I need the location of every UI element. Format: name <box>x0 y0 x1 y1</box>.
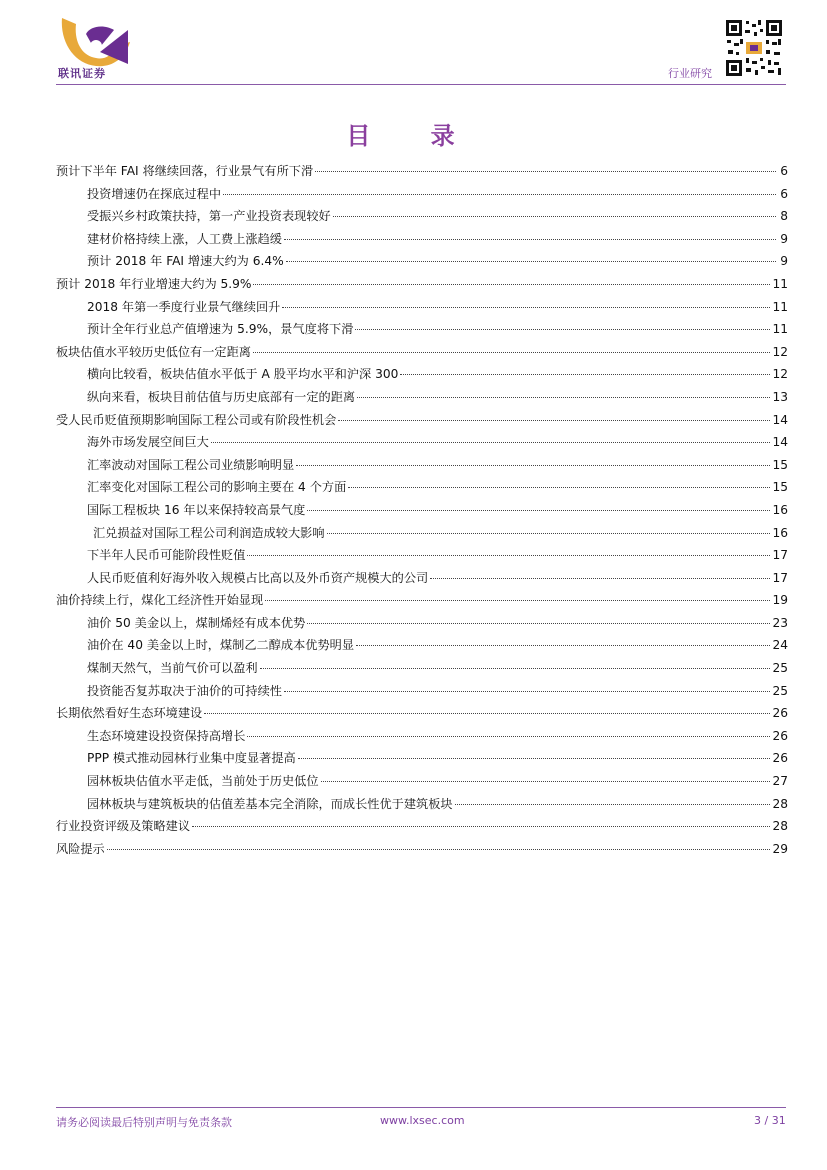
toc-entry-title: 风险提示 <box>56 841 105 856</box>
toc-dot-leader <box>286 260 776 262</box>
toc-entry-title: PPP 模式推动园林行业集中度显著提高 <box>87 751 296 766</box>
toc-dot-leader <box>430 577 770 579</box>
toc-entry-page: 26 <box>772 751 788 766</box>
toc-entry-page: 26 <box>772 706 788 721</box>
toc-title: 目 录 <box>346 122 481 150</box>
toc-dot-leader <box>107 848 771 850</box>
toc-subsection-entry[interactable] <box>56 431 788 454</box>
toc-dot-leader <box>348 486 770 488</box>
toc-dot-leader <box>247 554 770 556</box>
toc-entry-title: 受振兴乡村政策扶持，第一产业投资表现较好 <box>87 209 331 224</box>
toc-subsection-entry[interactable] <box>56 386 788 409</box>
toc-dot-leader <box>356 644 770 646</box>
toc-entry-title: 煤制天然气，当前气价可以盈利 <box>87 661 258 676</box>
footer-divider <box>56 1107 786 1108</box>
toc-entry-title: 生态环境建设投资保持高增长 <box>87 728 246 743</box>
toc-entry-page: 29 <box>772 841 788 856</box>
toc-entry-title: 油价 50 美金以上，煤制烯烃有成本优势 <box>87 615 306 630</box>
toc-subsection-entry[interactable] <box>56 228 788 251</box>
toc-dot-leader <box>455 803 771 805</box>
toc-dot-leader <box>204 712 770 714</box>
toc-entry-title: 投资增速仍在探底过程中 <box>87 186 222 201</box>
toc-entry-title: 受人民币贬值预期影响国际工程公司或有阶段性机会 <box>56 412 337 427</box>
toc-entry-page: 15 <box>772 480 788 495</box>
toc-entry-title: 投资能否复苏取决于油价的可持续性 <box>87 683 282 698</box>
toc-entry-page: 16 <box>772 502 788 517</box>
toc-entry-title: 人民币贬值利好海外收入规模占比高以及外币资产规模大的公司 <box>87 570 429 585</box>
toc-entry-page: 26 <box>772 728 788 743</box>
toc-entry-page: 17 <box>772 548 788 563</box>
toc-entry-page: 24 <box>772 638 788 653</box>
toc-section-entry[interactable] <box>56 589 788 612</box>
toc-dot-leader <box>223 193 776 195</box>
toc-section-entry[interactable] <box>56 838 788 861</box>
qr-code-icon <box>724 18 784 78</box>
toc-dot-leader <box>327 532 771 534</box>
toc-entry-page: 6 <box>780 186 788 201</box>
toc-subsection-entry[interactable] <box>56 544 788 567</box>
toc-entry-title: 纵向来看，板块目前估值与历史底部有一定的距离 <box>87 389 356 404</box>
toc-dot-leader <box>338 419 770 421</box>
toc-subsection-entry[interactable] <box>56 205 788 228</box>
toc-entry-page: 14 <box>772 412 788 427</box>
toc-entry-page: 28 <box>772 819 788 834</box>
toc-dot-leader <box>211 441 771 443</box>
table-of-contents <box>56 160 788 860</box>
toc-entry-page: 8 <box>780 209 788 224</box>
toc-entry-page: 11 <box>772 322 788 337</box>
toc-dot-leader <box>298 757 771 759</box>
toc-section-entry[interactable] <box>56 702 788 725</box>
toc-entry-title: 油价持续上行，煤化工经济性开始显现 <box>56 593 264 608</box>
toc-entry-title: 板块估值水平较历史低位有一定距离 <box>56 344 251 359</box>
toc-entry-title: 预计 2018 年行业增速大约为 5.9% <box>56 276 252 291</box>
toc-entry-title: 长期依然看好生态环境建设 <box>56 706 203 721</box>
toc-entry-page: 19 <box>772 593 788 608</box>
toc-entry-page: 13 <box>772 389 788 404</box>
toc-entry-title: 2018 年第一季度行业景气继续回升 <box>87 299 281 314</box>
toc-subsection-entry[interactable] <box>56 657 788 680</box>
toc-dot-leader <box>400 373 770 375</box>
toc-entry-page: 9 <box>780 231 788 246</box>
toc-subsection-entry[interactable] <box>56 793 788 816</box>
toc-dot-leader <box>253 351 770 353</box>
toc-dot-leader <box>260 667 771 669</box>
toc-entry-page: 17 <box>772 570 788 585</box>
toc-section-entry[interactable] <box>56 815 788 838</box>
toc-entry-title: 园林板块估值水平走低，当前处于历史低位 <box>87 774 319 789</box>
toc-entry-page: 12 <box>772 367 788 382</box>
toc-entry-page: 14 <box>772 435 788 450</box>
toc-entry-title: 建材价格持续上涨，人工费上涨趋缓 <box>87 231 282 246</box>
toc-entry-title: 横向比较看，板块估值水平低于 A 股平均水平和沪深 300 <box>87 367 399 382</box>
toc-entry-title: 下半年人民币可能阶段性贬值 <box>87 548 246 563</box>
report-category-label: 行业研究 <box>668 67 712 80</box>
toc-entry-title: 汇率波动对国际工程公司业绩影响明显 <box>87 457 295 472</box>
toc-entry-page: 15 <box>772 457 788 472</box>
footer-website[interactable]: www.lxsec.com <box>380 1114 465 1127</box>
toc-subsection-entry[interactable] <box>56 454 788 477</box>
toc-entry-page: 25 <box>772 683 788 698</box>
toc-dot-leader <box>192 825 770 827</box>
toc-dot-leader <box>282 306 770 308</box>
toc-dot-leader <box>307 509 770 511</box>
toc-dot-leader <box>307 622 770 624</box>
toc-subsection-entry[interactable] <box>56 680 788 703</box>
logo-text: 联讯证券 <box>58 67 106 80</box>
toc-dot-leader <box>315 170 776 172</box>
toc-dot-leader <box>284 690 770 692</box>
toc-entry-title: 油价在 40 美金以上时，煤制乙二醇成本优势明显 <box>87 638 355 653</box>
toc-dot-leader <box>321 780 771 782</box>
toc-subsection-entry[interactable] <box>56 363 788 386</box>
toc-entry-page: 6 <box>780 164 788 178</box>
toc-dot-leader <box>265 599 770 601</box>
toc-entry-title: 海外市场发展空间巨大 <box>87 435 209 450</box>
toc-subsection-entry[interactable] <box>56 250 788 273</box>
toc-entry-page: 9 <box>780 254 788 269</box>
toc-dot-leader <box>284 238 776 240</box>
toc-entry-title: 预计全年行业总产值增速为 5.9%，景气度将下滑 <box>87 322 354 337</box>
toc-section-entry[interactable] <box>56 160 788 183</box>
toc-entry-title: 行业投资评级及策略建议 <box>56 819 191 834</box>
toc-entry-page: 28 <box>772 796 788 811</box>
toc-entry-title: 国际工程板块 16 年以来保持较高景气度 <box>87 502 306 517</box>
toc-subsection-entry[interactable] <box>56 522 788 545</box>
toc-section-entry[interactable] <box>56 273 788 296</box>
page-header <box>0 0 827 90</box>
toc-entry-page: 25 <box>772 661 788 676</box>
toc-subsection-entry[interactable] <box>56 296 788 319</box>
toc-section-entry[interactable] <box>56 409 788 432</box>
toc-entry-title: 预计下半年 FAI 将继续回落，行业景气有所下滑 <box>56 164 314 178</box>
toc-entry-title: 汇率变化对国际工程公司的影响主要在 4 个方面 <box>87 480 347 495</box>
toc-dot-leader <box>355 328 770 330</box>
toc-entry-page: 12 <box>772 344 788 359</box>
toc-entry-page: 27 <box>772 774 788 789</box>
toc-entry-title: 园林板块与建筑板块的估值差基本完全消除，而成长性优于建筑板块 <box>87 796 453 811</box>
toc-subsection-entry[interactable] <box>56 612 788 635</box>
toc-subsection-entry[interactable] <box>56 318 788 341</box>
toc-dot-leader <box>333 215 776 217</box>
toc-subsection-entry[interactable] <box>56 567 788 590</box>
toc-dot-leader <box>253 283 770 285</box>
header-divider <box>56 84 786 85</box>
toc-section-entry[interactable] <box>56 341 788 364</box>
toc-dot-leader <box>357 396 770 398</box>
toc-entry-title: 预计 2018 年 FAI 增速大约为 6.4% <box>87 254 284 269</box>
toc-subsection-entry[interactable] <box>56 747 788 770</box>
toc-entry-page: 11 <box>772 276 788 291</box>
toc-entry-page: 11 <box>772 299 788 314</box>
toc-subsection-entry[interactable] <box>56 770 788 793</box>
toc-dot-leader <box>296 464 770 466</box>
toc-entry-title: 汇兑损益对国际工程公司利润造成较大影响 <box>93 525 325 540</box>
toc-dot-leader <box>247 735 770 737</box>
toc-subsection-entry[interactable] <box>56 634 788 657</box>
footer-disclaimer: 请务必阅读最后特别声明与免责条款 <box>56 1116 232 1129</box>
toc-entry-page: 16 <box>772 525 788 540</box>
toc-subsection-entry[interactable] <box>56 725 788 748</box>
toc-subsection-entry[interactable] <box>56 183 788 206</box>
toc-subsection-entry[interactable] <box>56 476 788 499</box>
footer-page-number: 3 / 31 <box>754 1114 786 1127</box>
toc-entry-page: 23 <box>772 615 788 630</box>
toc-subsection-entry[interactable] <box>56 499 788 522</box>
